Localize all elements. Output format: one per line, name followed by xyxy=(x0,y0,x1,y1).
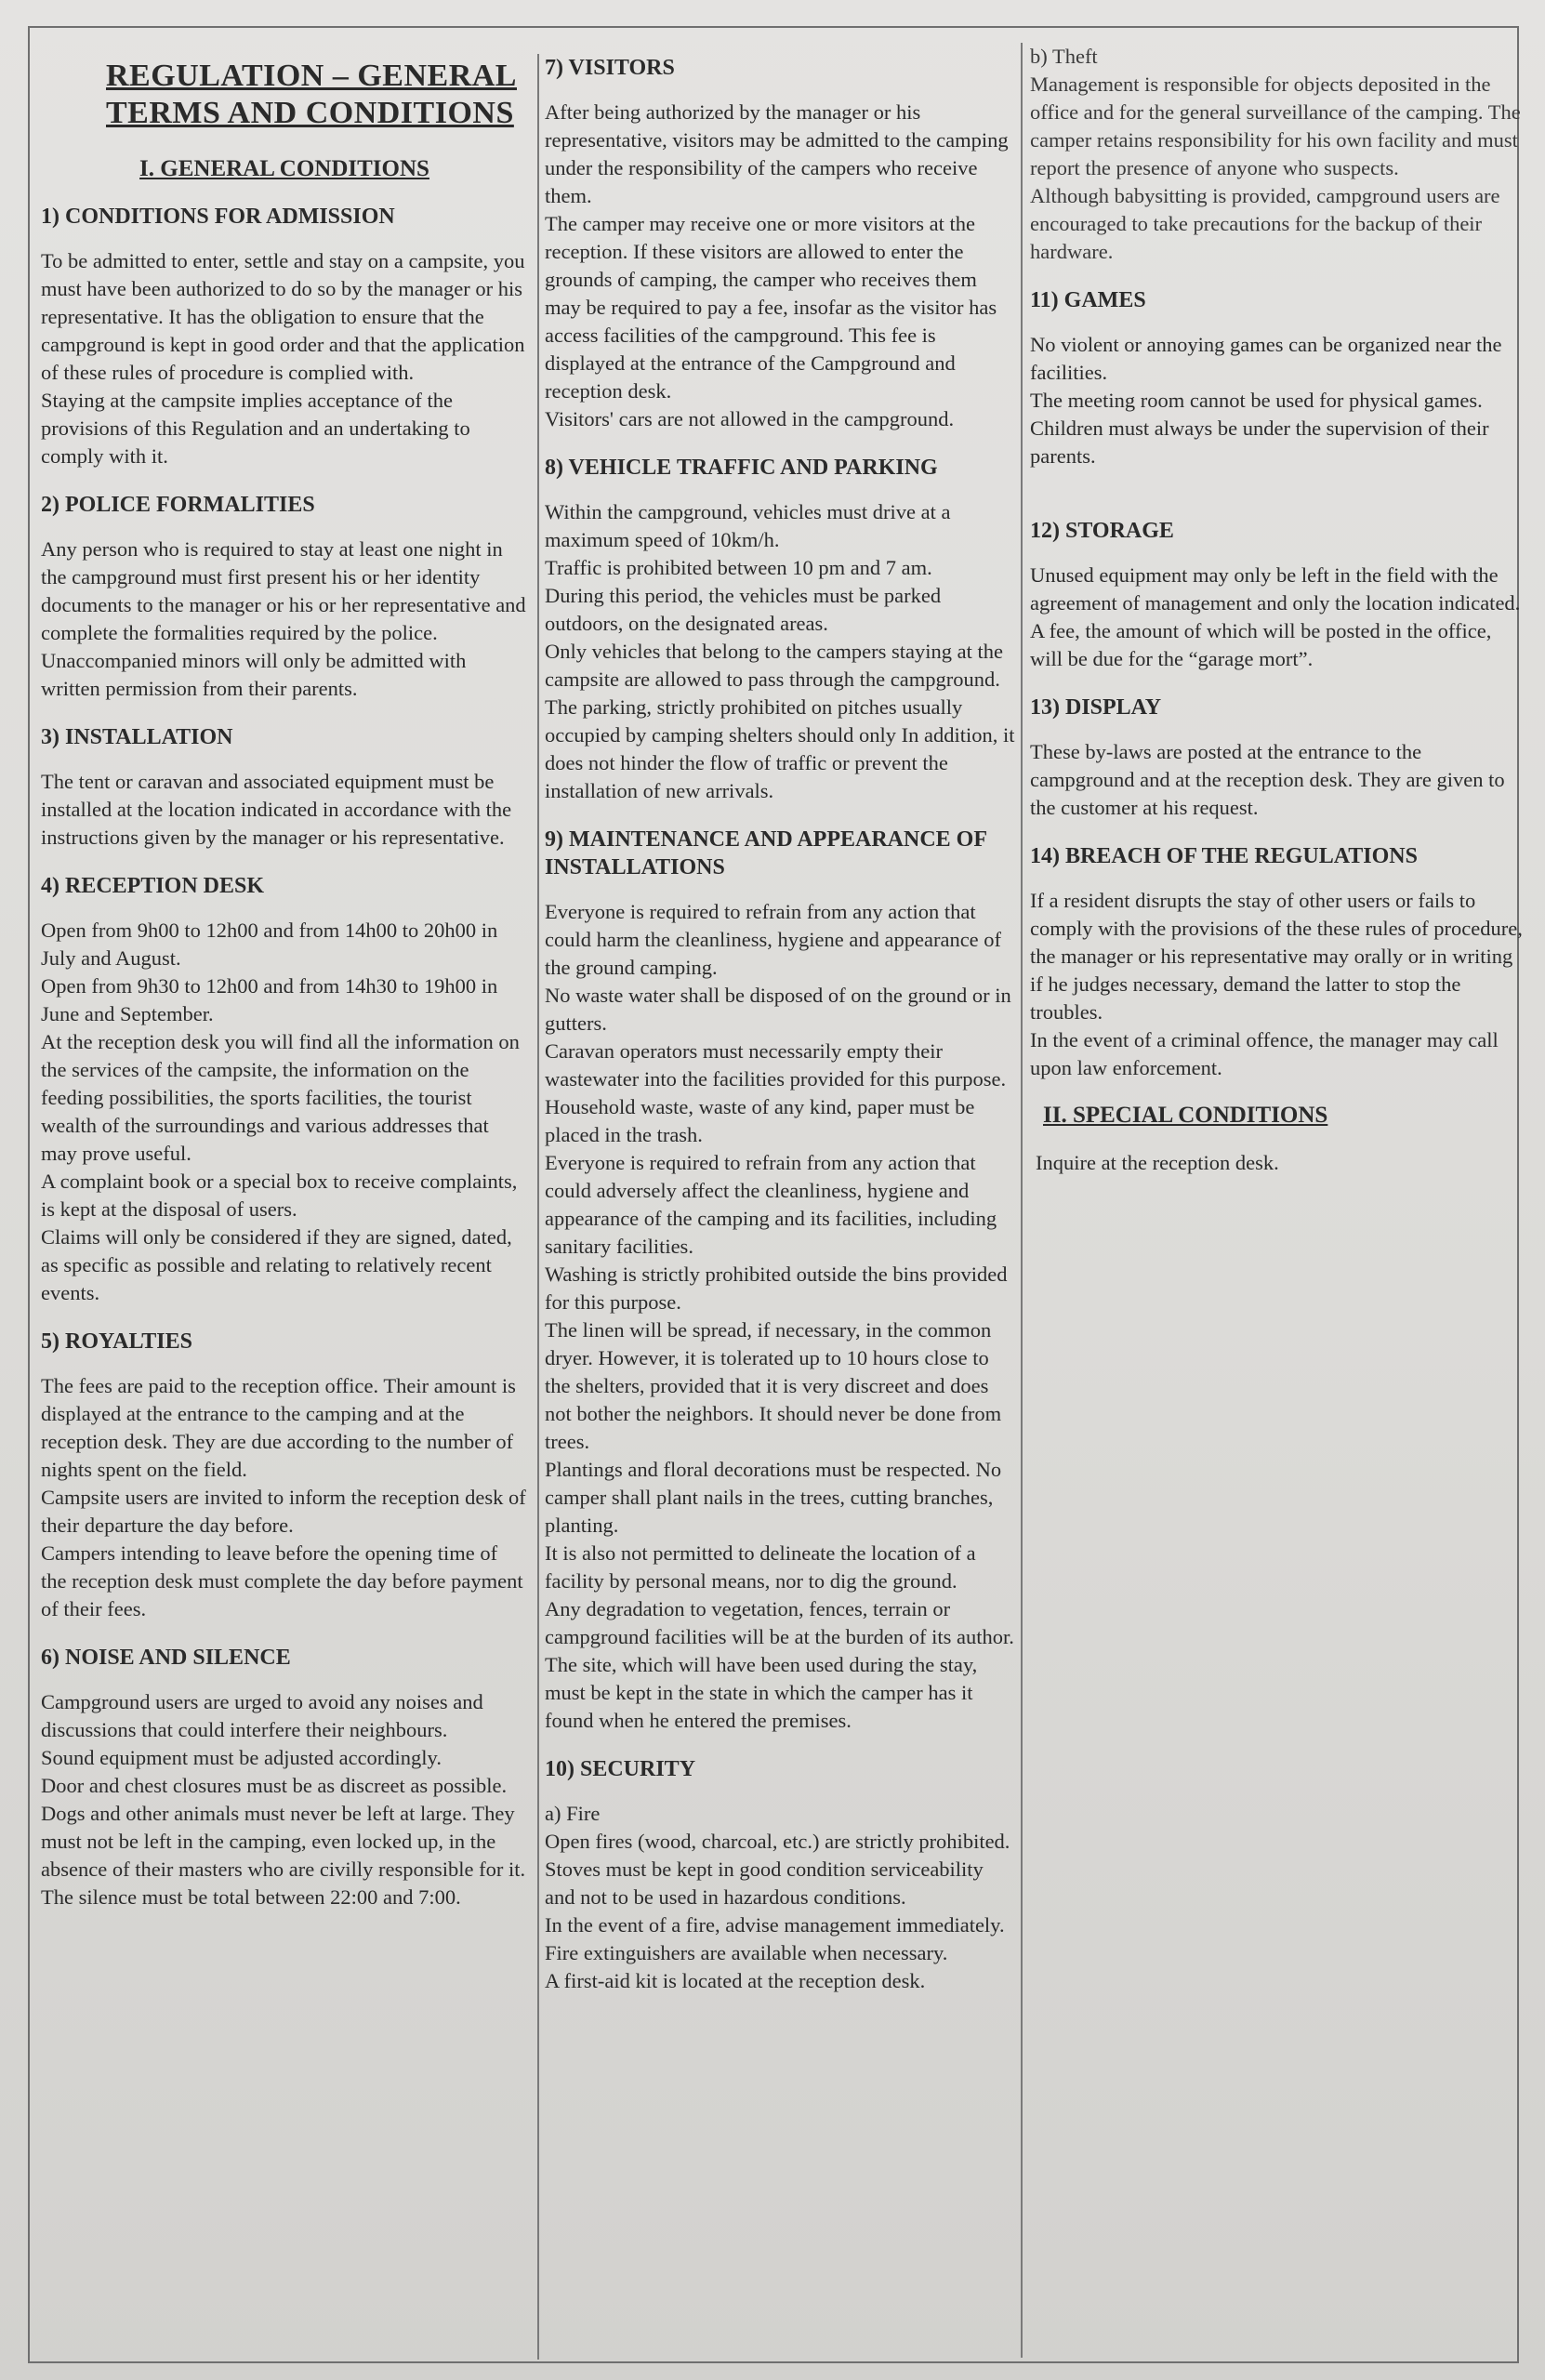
paragraph: Everyone is required to refrain from any action that could adversely affect the cleanliness, hygiene and appearance of the camping and its facilities, including sanitary facilities. xyxy=(545,1151,997,1258)
section-heading-police: 2) POLICE FORMALITIES xyxy=(41,493,315,517)
paragraph: Children must always be under the supervision of their parents. xyxy=(1030,416,1489,468)
section-heading-security: 10) SECURITY xyxy=(545,1757,696,1781)
paragraph: Traffic is prohibited between 10 pm and 7 am. xyxy=(545,556,932,579)
paragraph: Campsite users are invited to inform the reception desk of their departure the day before. xyxy=(41,1486,526,1537)
paragraph: It is also not permitted to delineate the location of a facility by personal means, nor to dig the ground. xyxy=(545,1541,976,1593)
paragraph: Household waste, waste of any kind, paper must be placed in the trash. xyxy=(545,1095,975,1146)
paragraph: Any degradation to vegetation, fences, terrain or campground facilities will be at the burden of its author. xyxy=(545,1597,1014,1648)
section-heading-traffic: 8) VEHICLE TRAFFIC AND PARKING xyxy=(545,456,938,480)
paragraph: At the reception desk you will find all the information on the services of the campsite, the information on the feeding possibilities, the sports facilities, the tourist wealth of the surroundings and various addresses that may prove useful. xyxy=(41,1030,520,1165)
section-heading-installation: 3) INSTALLATION xyxy=(41,725,233,749)
paragraph: The site, which will have been used during the stay, must be kept in the state in which the camper has it found when he entered the premises. xyxy=(545,1653,978,1732)
paragraph: Door and chest closures must be as discreet as possible. xyxy=(41,1774,508,1797)
paragraph: Unaccompanied minors will only be admitted with written permission from their parents. xyxy=(41,649,467,700)
paragraph: The silence must be total between 22:00 and 7:00. xyxy=(41,1885,461,1909)
paragraph: No violent or annoying games can be organized near the facilities. xyxy=(1030,333,1502,384)
paragraph: Sound equipment must be adjusted accordingly. xyxy=(41,1746,442,1769)
paragraph: Visitors' cars are not allowed in the campground. xyxy=(545,407,955,430)
paragraph: In the event of a fire, advise management immediately. Fire extinguishers are available when necessary. xyxy=(545,1913,1005,1964)
paragraph: Open from 9h00 to 12h00 and from 14h00 to 20h00 in July and August. xyxy=(41,919,498,970)
paragraph: Any person who is required to stay at least one night in the campground must first present his or her identity documents to the manager or his or her representative and complete the formalities required by the police. xyxy=(41,537,526,644)
general-conditions-title: I. GENERAL CONDITIONS xyxy=(139,156,429,181)
paragraph: A complaint book or a special box to receive complaints, is kept at the disposal of users. xyxy=(41,1170,518,1221)
spacer xyxy=(1030,470,1525,496)
paragraph: Staying at the campsite implies acceptance of the provisions of this Regulation and an undertaking to comply with it. xyxy=(41,389,470,468)
paragraph: During this period, the vehicles must be parked outdoors, on the designated areas. xyxy=(545,584,942,635)
paragraph: Only vehicles that belong to the campers staying at the campsite are allowed to pass through the campground. The parking, strictly prohibited on pitches usually occupied by camping shelters should only In addition, it does not hinder the flow of traffic or prevent the installation of new arrivals. xyxy=(545,640,1015,802)
section-heading-maintenance: 9) MAINTENANCE AND APPEARANCE OF INSTALLATIONS xyxy=(545,827,987,879)
paragraph: Open from 9h30 to 12h00 and from 14h30 to 19h00 in June and September. xyxy=(41,974,498,1025)
section-heading-display: 13) DISPLAY xyxy=(1030,695,1162,720)
paragraph: Caravan operators must necessarily empty their wastewater into the facilities provided for this purpose. xyxy=(545,1039,1007,1091)
paragraph: The meeting room cannot be used for physical games. xyxy=(1030,389,1483,412)
paragraph: Management is responsible for objects deposited in the office and for the general surveillance of the camping. The camper retains responsibility for his own facility and must report the presence of anyone who suspects. xyxy=(1030,73,1521,179)
paragraph: Plantings and floral decorations must be respected. No camper shall plant nails in the trees, cutting branches, planting. xyxy=(545,1458,1002,1537)
paragraph: If a resident disrupts the stay of other users or fails to comply with the provisions of the these rules of procedure, the manager or his representative may orally or in writing if he judges necessary, demand the latter to stop the troubles. xyxy=(1030,889,1523,1024)
section-heading-admission: 1) CONDITIONS FOR ADMISSION xyxy=(41,205,395,229)
paragraph: Dogs and other animals must never be left at large. They must not be left in the camping, even locked up, in the absence of their masters who are civilly responsible for it. xyxy=(41,1802,526,1881)
special-conditions-title: II. SPECIAL CONDITIONS xyxy=(1043,1103,1328,1128)
paragraph: Claims will only be considered if they are signed, dated, as specific as possible and relating to relatively recent events. xyxy=(41,1225,512,1304)
paragraph: Unused equipment may only be left in the field with the agreement of management and only the location indicated. A fee, the amount of which will be posted in the office, will be due for the “garage mort”. xyxy=(1030,563,1521,670)
section-heading-reception: 4) RECEPTION DESK xyxy=(41,874,265,898)
paragraph: After being authorized by the manager or his representative, visitors may be admitted to the camping under the responsibility of the campers who receive them. xyxy=(545,100,1009,207)
paragraph: The camper may receive one or more visitors at the reception. If these visitors are allowed to enter the grounds of camping, the camper who receives them may be required to pay a fee, insofar as the visitor has access facilities of the campground. This fee is displayed at the entrance of the Campground and reception desk. xyxy=(545,212,997,403)
subheading-fire: a) Fire xyxy=(545,1802,601,1825)
paragraph: No waste water shall be disposed of on the ground or in gutters. xyxy=(545,984,1011,1035)
section-heading-storage: 12) STORAGE xyxy=(1030,519,1174,543)
paragraph: Campground users are urged to avoid any noises and discussions that could interfere their neighbours. xyxy=(41,1690,483,1741)
paragraph: Washing is strictly prohibited outside the bins provided for this purpose. xyxy=(545,1263,1008,1314)
column-left xyxy=(33,58,535,1911)
section-heading-visitors: 7) VISITORS xyxy=(545,56,675,80)
section-heading-noise: 6) NOISE AND SILENCE xyxy=(41,1646,291,1670)
column-right xyxy=(1021,43,1530,2358)
paragraph: A first-aid kit is located at the reception desk. xyxy=(545,1969,926,1992)
section-heading-royalties: 5) ROYALTIES xyxy=(41,1329,192,1354)
paragraph: Although babysitting is provided, campground users are encouraged to take precautions for the backup of their hardware. xyxy=(1030,184,1500,263)
column-middle xyxy=(537,54,1023,2360)
document-title: REGULATION – GENERAL TERMS AND CONDITIONS xyxy=(106,59,517,130)
paragraph: The fees are paid to the reception office. Their amount is displayed at the entrance to the camping and at the reception desk. They are due according to the number of nights spent on the field. xyxy=(41,1374,516,1481)
paragraph: The tent or caravan and associated equipment must be installed at the location indicated in accordance with the instructions given by the manager or his representative. xyxy=(41,770,512,849)
paragraph: In the event of a criminal offence, the manager may call upon law enforcement. xyxy=(1030,1028,1499,1079)
paragraph: Everyone is required to refrain from any action that could harm the cleanliness, hygiene and appearance of the ground camping. xyxy=(545,900,1002,979)
section-heading-breach: 14) BREACH OF THE REGULATIONS xyxy=(1030,844,1418,868)
paragraph: These by-laws are posted at the entrance to the campground and at the reception desk. They are given to the customer at his request. xyxy=(1030,740,1505,819)
section-heading-games: 11) GAMES xyxy=(1030,288,1146,312)
paragraph: The linen will be spread, if necessary, in the common dryer. However, it is tolerated up to 10 hours close to the shelters, provided that it is very discreet and does not bother the neighbors. It should never be done from trees. xyxy=(545,1318,1002,1453)
subheading-theft: b) Theft xyxy=(1030,45,1098,68)
paragraph: Campers intending to leave before the opening time of the reception desk must complete the day before payment of their fees. xyxy=(41,1541,523,1620)
paragraph: Inquire at the reception desk. xyxy=(1036,1151,1279,1174)
paragraph: Within the campground, vehicles must drive at a maximum speed of 10km/h. xyxy=(545,500,951,551)
paragraph: Open fires (wood, charcoal, etc.) are strictly prohibited. Stoves must be kept in good condition serviceability and not to be used in hazardous conditions. xyxy=(545,1830,1010,1909)
paragraph: To be admitted to enter, settle and stay on a campsite, you must have been authorized to do so by the manager or his representative. It has the obligation to ensure that the campground is kept in good order and that the application of these rules of procedure is complied with. xyxy=(41,249,525,384)
